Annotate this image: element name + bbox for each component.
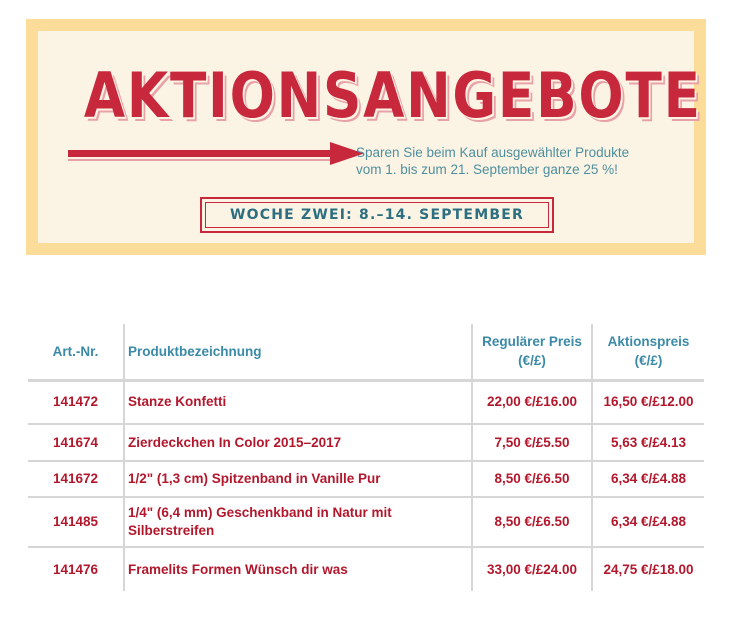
cell-product-name-line1: 1/4" (6,4 mm) Geschenkband in Natur mit	[128, 505, 392, 520]
arrow-right-icon	[68, 139, 368, 169]
banner-subtitle	[356, 144, 696, 178]
cell-product-name: 1/2" (1,3 cm) Spitzenband in Vanille Pur	[124, 461, 472, 497]
price-table	[28, 324, 704, 591]
table-row	[28, 547, 704, 591]
cell-art-nr: 141485	[28, 497, 124, 547]
table-row	[28, 461, 704, 497]
header-regular-price-line1: Regulärer Preis	[482, 334, 582, 350]
cell-product-name-line2: Silberstreifen	[128, 523, 215, 538]
header-sale-price-line2: (€/£)	[634, 353, 663, 369]
promo-banner	[26, 19, 706, 255]
cell-art-nr: 141672	[28, 461, 124, 497]
header-sale-price	[592, 324, 704, 380]
cell-art-nr: 141476	[28, 547, 124, 591]
banner-subtitle-line2: vom 1. bis zum 21. September ganze 25 %!	[356, 162, 618, 177]
cell-product-name: Zierdeckchen In Color 2015–2017	[124, 424, 472, 461]
cell-art-nr: 141674	[28, 424, 124, 461]
cell-regular-price: 33,00 €/£24.00	[472, 547, 592, 591]
banner-title: AKTIONSANGEBOTE	[83, 59, 702, 132]
header-sale-price-line1: Aktionspreis	[607, 334, 690, 350]
banner-subtitle-line1: Sparen Sie beim Kauf ausgewählter Produkte	[356, 145, 630, 160]
table-row	[28, 380, 704, 424]
cell-sale-price: 6,34 €/£4.88	[592, 461, 704, 497]
header-art-nr: Art.-Nr.	[28, 324, 124, 380]
cell-regular-price: 8,50 €/£6.50	[472, 497, 592, 547]
cell-product-name	[124, 497, 472, 547]
cell-regular-price: 7,50 €/£5.50	[472, 424, 592, 461]
cell-sale-price: 16,50 €/£12.00	[592, 380, 704, 424]
header-regular-price-line2: (€/£)	[518, 353, 546, 369]
cell-art-nr: 141472	[28, 380, 124, 424]
cell-sale-price: 24,75 €/£18.00	[603, 561, 694, 577]
week-label: WOCHE ZWEI: 8.–14. SEPTEMBER	[230, 207, 524, 223]
cell-regular-price: 8,50 €/£6.50	[472, 461, 592, 497]
table-header-row	[28, 324, 704, 380]
table-row	[28, 424, 704, 461]
cell-product-name: Stanze Konfetti	[124, 380, 472, 424]
cell-product-name: Framelits Formen Wünsch dir was	[124, 547, 472, 591]
cell-sale-price: 6,34 €/£4.88	[592, 497, 704, 547]
header-product-name: Produktbezeichnung	[124, 324, 472, 380]
cell-sale-price: 5,63 €/£4.13	[592, 424, 704, 461]
week-label-box	[200, 197, 554, 233]
header-regular-price	[472, 324, 592, 380]
cell-regular-price: 22,00 €/£16.00	[472, 380, 592, 424]
table-row	[28, 497, 704, 547]
promo-banner-inner	[38, 31, 702, 243]
